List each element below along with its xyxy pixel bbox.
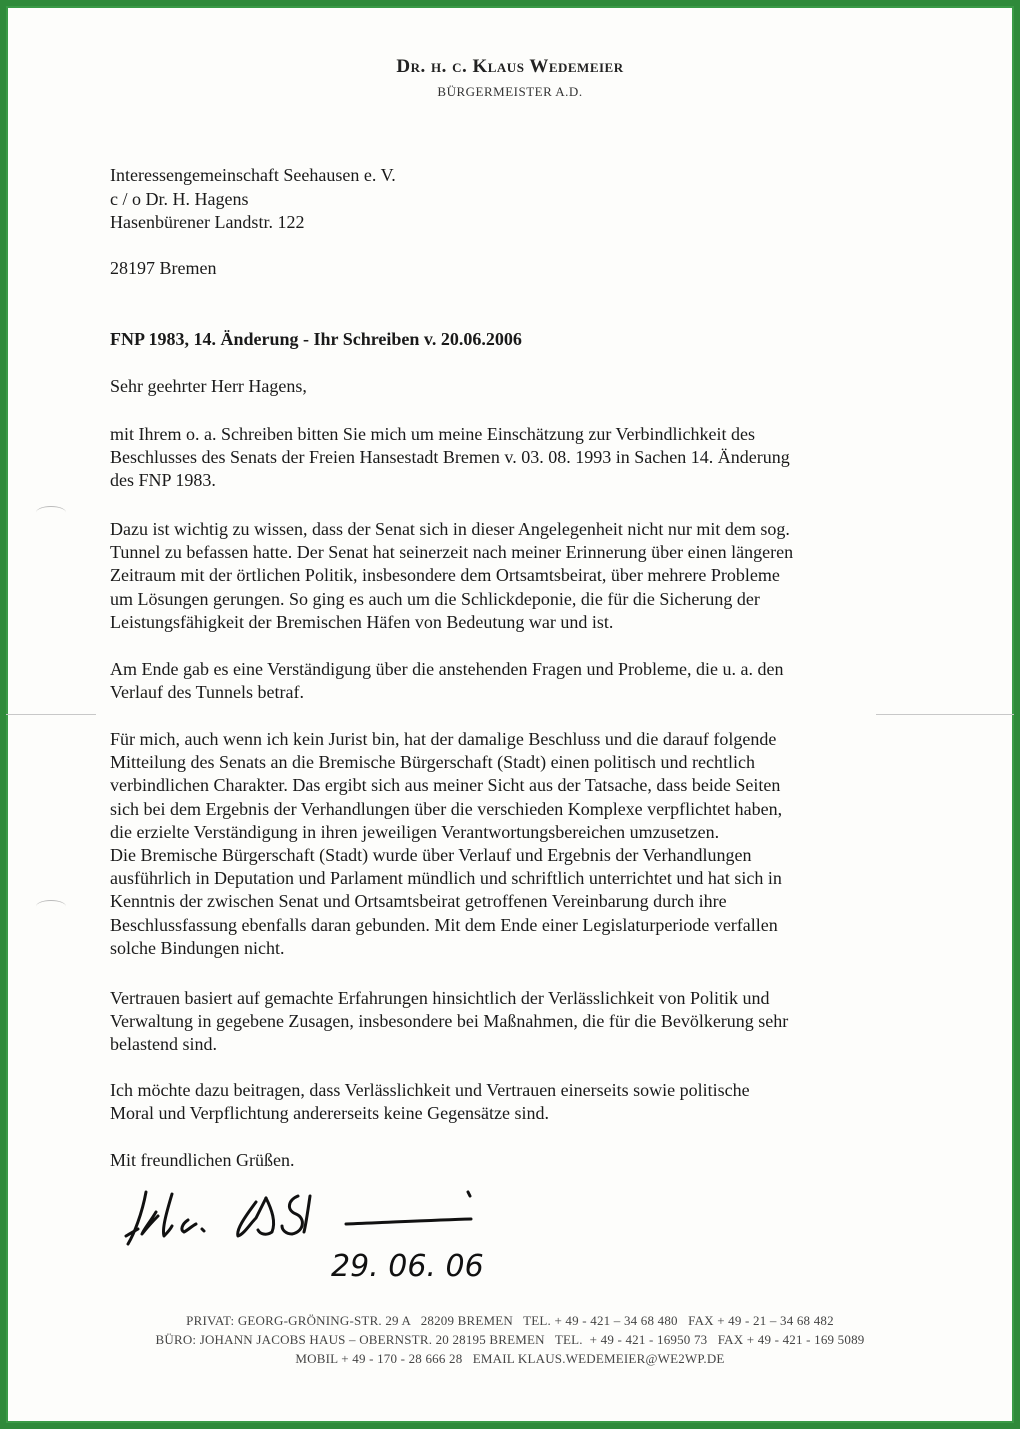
- recipient-line-organization: Interessengemeinschaft Seehausen e. V.: [110, 165, 396, 185]
- fold-mark-left: [6, 714, 96, 715]
- body-paragraph: Am Ende gab es eine Verständigung über die anstehenden Fragen und Probleme, die u. a. den Verlauf des Tunnels betraf.: [110, 659, 784, 703]
- body-paragraph: Für mich, auch wenn ich kein Jurist bin, hat der damalige Beschluss und die darauf folgende Mitteilung des Senats an die Bremische Bürgerschaft (Stadt) einen politisch und rechtlich verbindlichen Charakter. Das ergibt sich aus meiner Sicht aus der Tatsache, dass beide Seiten sich bei dem Ergebnis der Verhandlungen über die verschieden Komplexe verpflichtet haben, die erzielte Verständigung in ihren jeweiligen Verantwortungsbereichen umzusetzen. Die Bremische Bürgerschaft (Stadt) wurde über Verlauf und Ergebnis der Verhandlungen ausführlich in Deputation und Parlament mündlich und schriftlich unterrichtet und hat sich in Kenntnis der zwischen Senat und Ortsamtsbeirat getroffenen Vereinbarung durch ihre Beschlussfassung ebenfalls daran gebunden. Mit dem Ende einer Legislaturperiode verfallen solche Bindungen nicht.: [110, 729, 783, 958]
- fold-mark-right: [876, 714, 1014, 715]
- closing: Mit freundlichen Grüßen.: [110, 1150, 295, 1170]
- letterhead-title: BÜRGERMEISTER A.D.: [437, 84, 583, 99]
- body-paragraph: Dazu ist wichtig zu wissen, dass der Senat sich in dieser Angelegenheit nicht nur mit dem sog. Tunnel zu befassen hatte. Der Senat hat seinerzeit nach meiner Erinnerung über einen längeren Zeitraum mit der örtlichen Politik, insbesondere dem Ortsamtsbeirat, über mehrere Probleme um Lösungen gerungen. So ging es auch um die Schlickdeponie, die für die Sicherung der Leistungsfähigkeit der Bremischen Häfen von Bedeutung war und ist.: [110, 519, 794, 632]
- recipient-address: [110, 164, 396, 280]
- footer-office-address: BÜRO: JOHANN JACOBS HAUS – OBERNSTR. 20 28195 BREMEN TEL. + 49 - 421 - 16950 73 FAX + 49 - 421 - 169 5089: [155, 1332, 865, 1347]
- letterhead-name: Dr. h. c. Klaus Wedemeier: [396, 56, 624, 77]
- body-paragraph: mit Ihrem o. a. Schreiben bitten Sie mich um meine Einschätzung zur Verbindlichkeit des Beschlusses des Senats der Freien Hansestadt Bremen v. 03. 08. 1993 in Sachen 14. Änderung des FNP 1983.: [110, 424, 790, 491]
- handwritten-signature: [116, 1174, 516, 1294]
- salutation: Sehr geehrter Herr Hagens,: [110, 376, 307, 396]
- footer-private-address: PRIVAT: GEORG-GRÖNING-STR. 29 A 28209 BREMEN TEL. + 49 - 421 – 34 68 480 FAX + 49 - 21 – 34 68 482: [186, 1313, 834, 1328]
- punch-mark-lower: [36, 900, 66, 913]
- recipient-line-city: 28197 Bremen: [110, 257, 217, 278]
- punch-mark-upper: [36, 506, 66, 519]
- signature-date: 29. 06. 06: [331, 1249, 484, 1284]
- body-paragraph: Ich möchte dazu beitragen, dass Verlässlichkeit und Vertrauen einerseits sowie politische Moral und Verpflichtung andererseits keine Gegensätze sind.: [110, 1080, 750, 1124]
- recipient-line-contact: c / o Dr. H. Hagens: [110, 188, 249, 209]
- body-paragraph: Vertrauen basiert auf gemachte Erfahrungen hinsichtlich der Verlässlichkeit von Politik und Verwaltung in gegebene Zusagen, insbesondere bei Maßnahmen, die für die Bevölkerung sehr belastend sind.: [110, 988, 789, 1055]
- letter-page: [6, 6, 1014, 1423]
- recipient-line-street: Hasenbürener Landstr. 122: [110, 212, 305, 232]
- subject-line: FNP 1983, 14. Änderung - Ihr Schreiben v. 20.06.2006: [110, 329, 522, 349]
- footer-mobile-email: MOBIL + 49 - 170 - 28 666 28 EMAIL KLAUS.WEDEMEIER@WE2WP.DE: [295, 1351, 725, 1366]
